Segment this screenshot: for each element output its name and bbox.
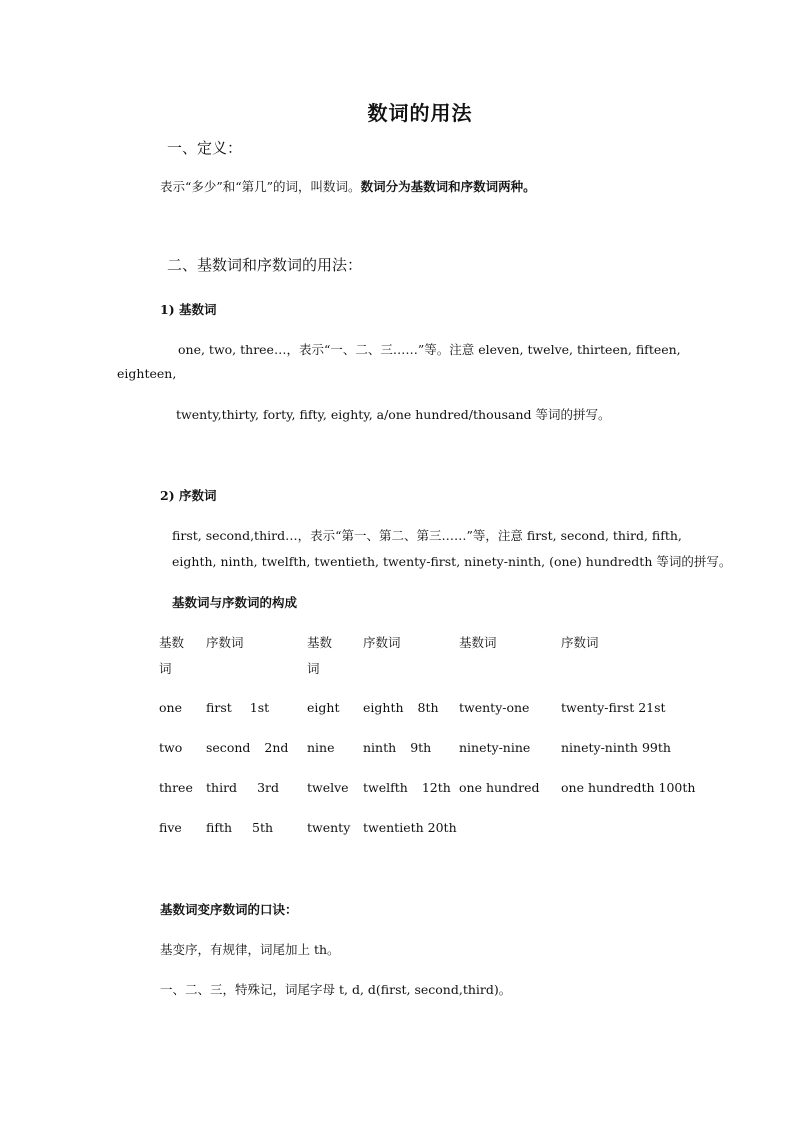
table-cell: nine bbox=[307, 740, 335, 755]
definition-text: 表示“多少”和“第几”的词，叫数词。 bbox=[160, 179, 361, 194]
table-cell bbox=[363, 780, 451, 795]
table-header-cell: 词 bbox=[159, 661, 172, 676]
table-cell-word: first bbox=[206, 700, 232, 715]
table-cell: twenty-one bbox=[459, 700, 530, 715]
ordinal-heading: 2) 序数词 bbox=[160, 488, 217, 503]
table-cell-abbr: 9th bbox=[410, 740, 432, 755]
table-header-cell: 词 bbox=[307, 661, 320, 676]
table-cell-word: fifth bbox=[206, 820, 233, 835]
table-cell: twelve bbox=[307, 780, 349, 795]
table-cell bbox=[363, 700, 439, 715]
cardinal-line-3: twenty,thirty, forty, fifty, eighty, a/one hundred/thousand 等词的拼写。 bbox=[176, 407, 611, 422]
table-cell: ninety-nine bbox=[459, 740, 531, 755]
table-header-cell: 基数 bbox=[159, 635, 185, 650]
table-cell-abbr: 5th bbox=[252, 820, 274, 835]
table-cell-word: ninth bbox=[363, 740, 397, 755]
table-cell bbox=[363, 740, 431, 755]
table-cell: twentieth 20th bbox=[363, 820, 457, 835]
table-caption: 基数词与序数词的构成 bbox=[172, 595, 298, 610]
table-header-cell: 序数词 bbox=[363, 635, 401, 650]
table-cell: two bbox=[159, 740, 183, 755]
section-1-heading: 一、定义： bbox=[167, 139, 243, 157]
table-cell-abbr: 8th bbox=[417, 700, 439, 715]
table-cell-word: eighth bbox=[363, 700, 404, 715]
table-header-cell: 序数词 bbox=[206, 635, 244, 650]
cardinal-line-1: one, two, three…，表示“一、二、三……”等。注意 eleven, twelve, thirteen, fifteen, bbox=[178, 342, 681, 357]
table-cell-abbr: 1st bbox=[249, 700, 270, 715]
definition-emphasis: 数词分为基数词和序数词两种。 bbox=[360, 179, 536, 194]
mnemonic-line-2: 一、二、三，特殊记，词尾字母 t, d, d(first, second,third)。 bbox=[160, 982, 512, 997]
table-cell: one hundred bbox=[459, 780, 540, 795]
table-cell: ninety-ninth 99th bbox=[561, 740, 671, 755]
ordinal-line-1: first, second,third…，表示“第一、第二、第三……”等，注意 first, second, third, fifth, bbox=[172, 528, 682, 543]
table-cell bbox=[206, 820, 273, 835]
table-header-cell: 序数词 bbox=[561, 635, 599, 650]
table-header-cell: 基数词 bbox=[459, 635, 497, 650]
table-cell-abbr: 2nd bbox=[264, 740, 289, 755]
table-cell: twenty-first 21st bbox=[561, 700, 666, 715]
table-cell bbox=[206, 780, 279, 795]
table-cell-abbr: 3rd bbox=[257, 780, 279, 795]
table-cell: one hundredth 100th bbox=[561, 780, 696, 795]
table-cell: five bbox=[159, 820, 182, 835]
table-cell-word: third bbox=[206, 780, 238, 795]
table-cell-abbr: 12th bbox=[421, 780, 451, 795]
table-cell: eight bbox=[307, 700, 340, 715]
mnemonic-line-1: 基变序，有规律，词尾加上 th。 bbox=[160, 942, 340, 957]
ordinal-line-2: eighth, ninth, twelfth, twentieth, twenty-first, ninety-ninth, (one) hundredth 等词的拼写。 bbox=[172, 554, 732, 569]
table-cell bbox=[206, 740, 288, 755]
table-cell-word: twelfth bbox=[363, 780, 408, 795]
table-cell: twenty bbox=[307, 820, 351, 835]
table-cell-word: second bbox=[206, 740, 251, 755]
table-cell: three bbox=[159, 780, 193, 795]
mnemonic-heading: 基数词变序数词的口诀： bbox=[160, 902, 298, 917]
table-cell bbox=[206, 700, 269, 715]
cardinal-line-2: eighteen, bbox=[117, 366, 177, 381]
section-2-heading: 二、基数词和序数词的用法： bbox=[167, 256, 363, 274]
cardinal-heading: 1) 基数词 bbox=[160, 302, 217, 317]
definition-paragraph bbox=[160, 177, 536, 195]
page-title: 数词的用法 bbox=[367, 101, 473, 125]
table-cell: one bbox=[159, 700, 182, 715]
table-header-cell: 基数 bbox=[307, 635, 333, 650]
